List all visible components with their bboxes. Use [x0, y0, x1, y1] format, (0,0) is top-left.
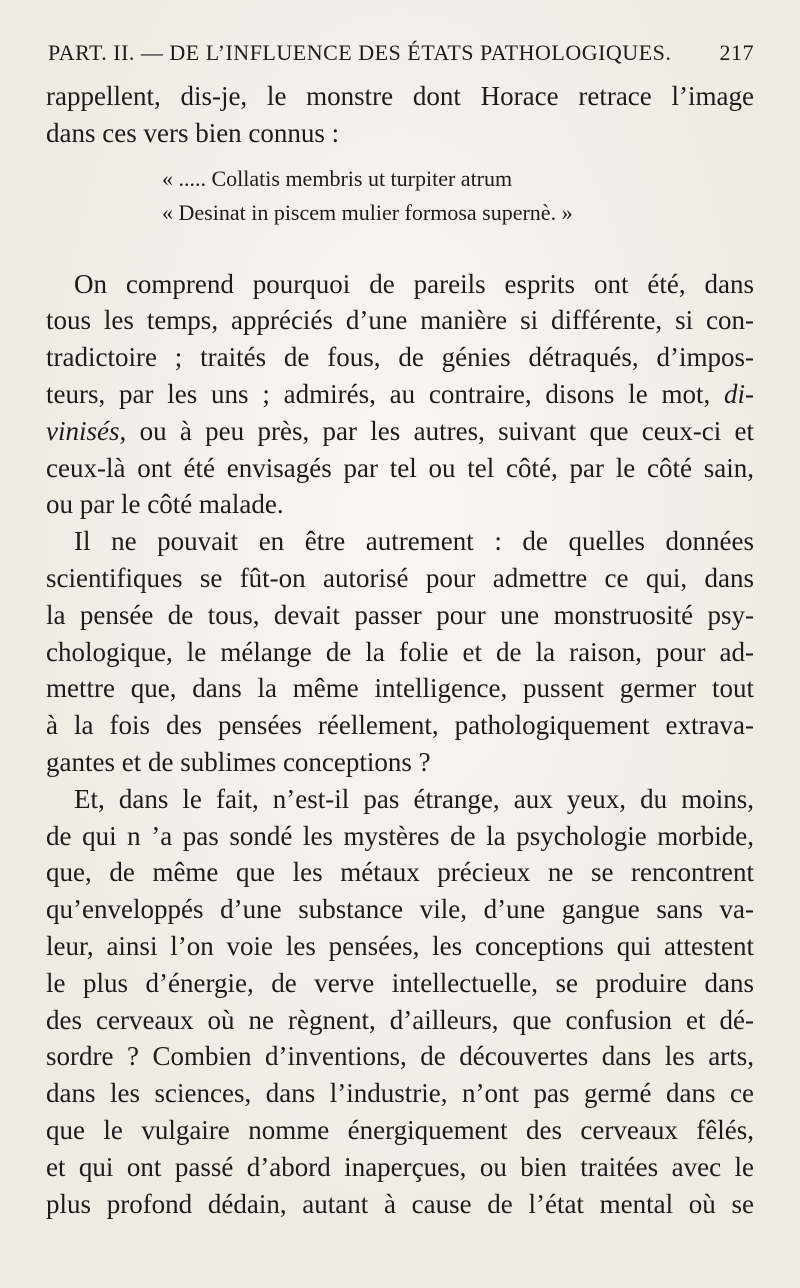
text-line: sordre ? Combien d’inventions, de découvertes dans les arts, [46, 1041, 754, 1072]
paragraph-1 [46, 266, 754, 524]
text-segment: , ou à peu près, par les autres, suivant que ceux-ci et [119, 415, 754, 446]
text-line: rappellent, dis-je, le monstre dont Horace retrace l’image [46, 81, 754, 111]
text-line: dans ces vers bien connus : [46, 117, 340, 148]
quote-line: « Desinat in piscem mulier formosa supernè. » [162, 199, 573, 225]
text-line: scientifiques se fût-on autorisé pour admettre ce qui, dans [46, 562, 754, 593]
text-line: la pensée de tous, devait passer pour une monstruosité psy- [46, 599, 754, 630]
page-number: 217 [719, 40, 754, 65]
text-line: Et, dans le fait, n’est-il pas étrange, aux yeux, du moins, [74, 783, 754, 814]
text-line: dans les sciences, dans l’industrie, n’ont pas germé dans ce [46, 1078, 754, 1109]
text-line: des cerveaux où ne règnent, d’ailleurs, que confusion et dé- [46, 1004, 754, 1035]
quote-line: « ..... Collatis membris ut turpiter atrum [162, 165, 513, 191]
body-text [46, 78, 754, 1222]
text-line [46, 413, 754, 450]
running-title: PART. II. — DE L’INFLUENCE DES ÉTATS PATHOLOGIQUES. [48, 40, 672, 65]
text-line: leur, ainsi l’on voie les pensées, les conceptions qui attestent [46, 930, 754, 961]
text-line: que le vulgaire nomme énergiquement des cerveaux fêlés, [46, 1114, 754, 1145]
text-line: mettre que, dans la même intelligence, pussent germer tout [46, 673, 754, 704]
text-line: et qui ont passé d’abord inaperçues, ou bien traitées avec le [46, 1151, 754, 1182]
italic-word: di- [724, 378, 755, 409]
text-line: le plus d’énergie, de verve intellectuelle, se produire dans [46, 967, 754, 998]
text-line: que, de même que les métaux précieux ne se rencontrent [46, 857, 754, 888]
text-line: ou par le côté malade. [46, 489, 284, 520]
italic-word: vinisés [46, 415, 120, 446]
intro-paragraph [46, 78, 754, 152]
paragraph-2 [46, 523, 754, 781]
text-line: ceux-là ont été envisagés par tel ou tel côté, par le côté sain, [46, 452, 754, 483]
latin-quotation [162, 162, 754, 230]
text-line: plus profond dédain, autant à cause de l’état mental où se [46, 1188, 754, 1219]
text-line: tous les temps, appréciés d’une manière si différente, si con- [46, 305, 754, 336]
text-line: qu’enveloppés d’une substance vile, d’une gangue sans va- [46, 894, 754, 925]
text-line: tradictoire ; traités de fous, de génies détraqués, d’impos- [46, 342, 754, 373]
text-line: chologique, le mélange de la folie et de la raison, pour ad- [46, 636, 754, 667]
text-line: gantes et de sublimes conceptions ? [46, 746, 431, 777]
text-line [46, 376, 754, 413]
text-line: Il ne pouvait en être autrement : de quelles données [74, 526, 754, 557]
text-line: à la fois des pensées réellement, pathologiquement extrava- [46, 710, 754, 741]
text-line: de qui n ’a pas sondé les mystères de la psychologie morbide, [46, 820, 754, 851]
running-head [48, 38, 754, 68]
text-segment: teurs, par les uns ; admirés, au contraire, disons le mot, [46, 378, 711, 409]
paragraph-3 [46, 781, 754, 1223]
text-line: On comprend pourquoi de pareils esprits ont été, dans [74, 268, 754, 299]
